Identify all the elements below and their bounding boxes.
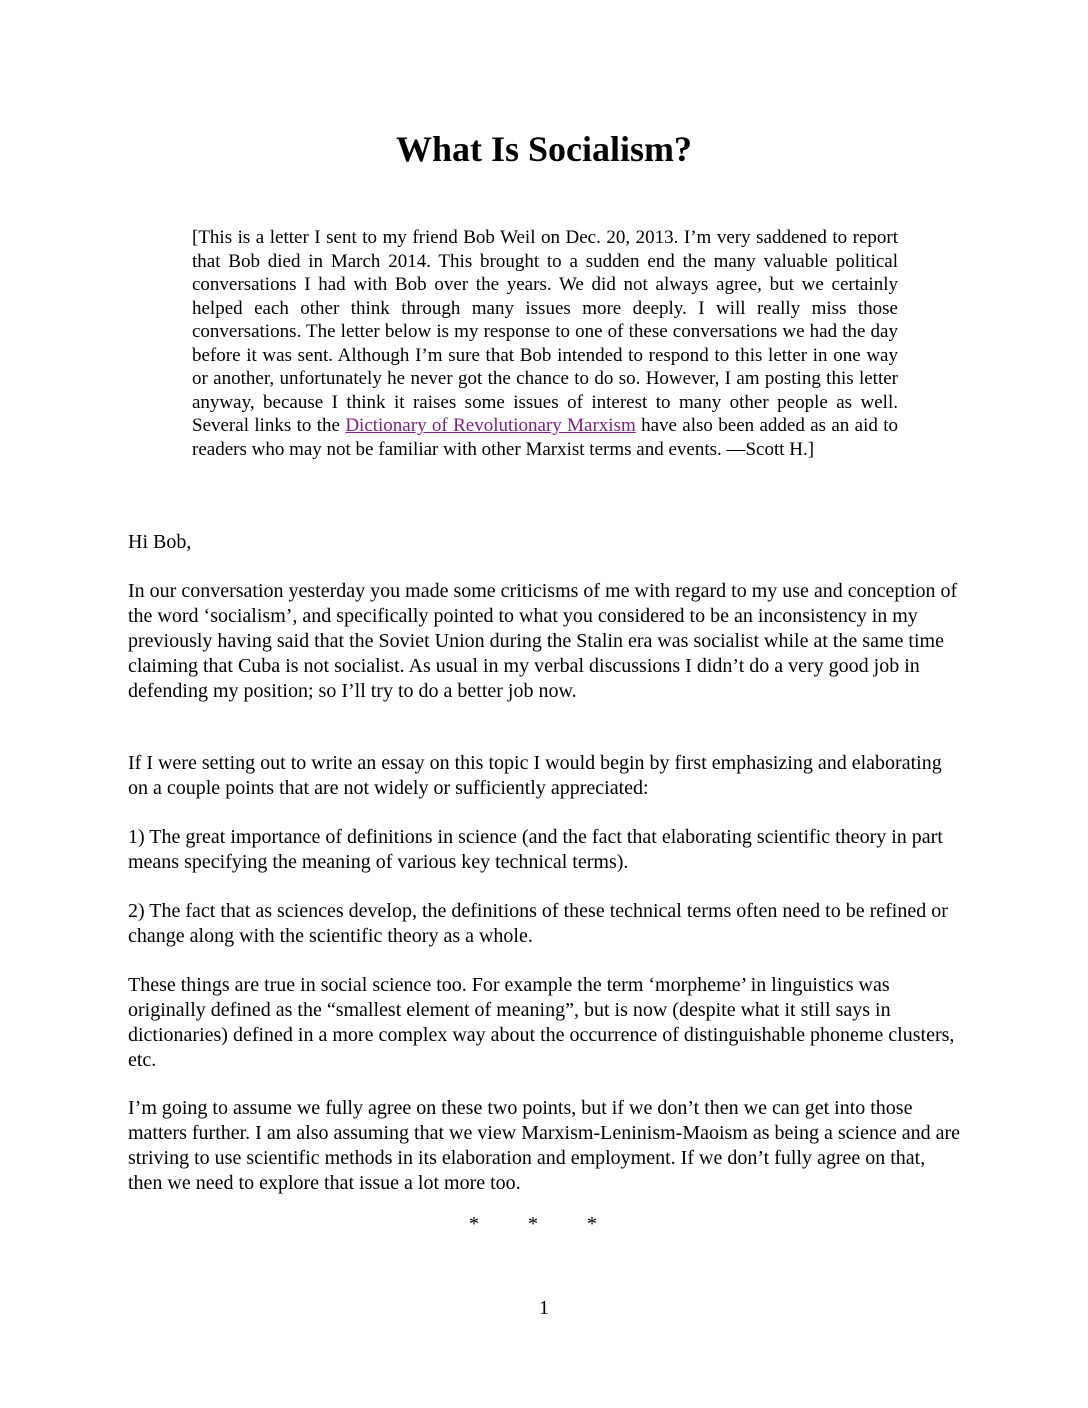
paragraph: These things are true in social science too. For example the term ‘morpheme’ in linguistics was originally defined as the “smallest element of meaning”, but is now (despite what it still says in dictionaries) defined in a more complex way about the occurrence of distinguishable phoneme clusters, etc. [128,974,955,1071]
intro-text-after-link: have also been added as an aid to readers who may not be familiar with other Marxist terms and events. —Scott H.] [192,415,898,460]
numbered-point: 1) The great importance of definitions in science (and the fact that elaborating scientific theory in part means specifying the meaning of various key technical terms). [128,826,943,873]
paragraph: If I were setting out to write an essay on this topic I would begin by first emphasizing and elaborating on a couple points that are not widely or sufficiently appreciated: [128,752,942,799]
page-number: 1 [539,1297,549,1319]
section-separator: * * * [469,1213,619,1235]
intro-note [192,226,898,461]
numbered-point: 2) The fact that as sciences develop, the definitions of these technical terms often need to be refined or change along with the scientific theory as a whole. [128,900,948,947]
paragraph: I’m going to assume we fully agree on these two points, but if we don’t then we can get into those matters further. I am also assuming that we view Marxism-Leninism-Maoism as being a science and are striving to use scientific methods in its elaboration and employment. If we don’t fully agree on that, then we need to explore that issue a lot more too. [128,1097,960,1194]
intro-text-before-link: [This is a letter I sent to my friend Bob Weil on Dec. 20, 2013. I’m very saddened to report that Bob died in March 2014. This brought to a sudden end the many valuable political conversations I had with Bob over the years. We did not always agree, but we certainly helped each other think through many issues more deeply. I will really miss those conversations. The letter below is my response to one of these conversations we had the day before it was sent. Although I’m sure that Bob intended to respond to this letter in one way or another, unfortunately he never got the chance to do so. However, I am posting this letter anyway, because I think it raises some issues of interest to many other people as well. Several links to the [192,227,898,436]
paragraph: In our conversation yesterday you made some criticisms of me with regard to my use and conception of the word ‘socialism’, and specifically pointed to what you considered to be an inconsistency in my previously having said that the Soviet Union during the Stalin era was socialist while at the same time claiming that Cuba is not socialist. As usual in my verbal discussions I didn’t do a very good job in defending my position; so I’ll try to do a better job now. [128,580,958,702]
dictionary-link[interactable]: Dictionary of Revolutionary Marxism [345,415,636,436]
letter-greeting: Hi Bob, [128,531,192,553]
page-title: What Is Socialism? [395,129,693,169]
